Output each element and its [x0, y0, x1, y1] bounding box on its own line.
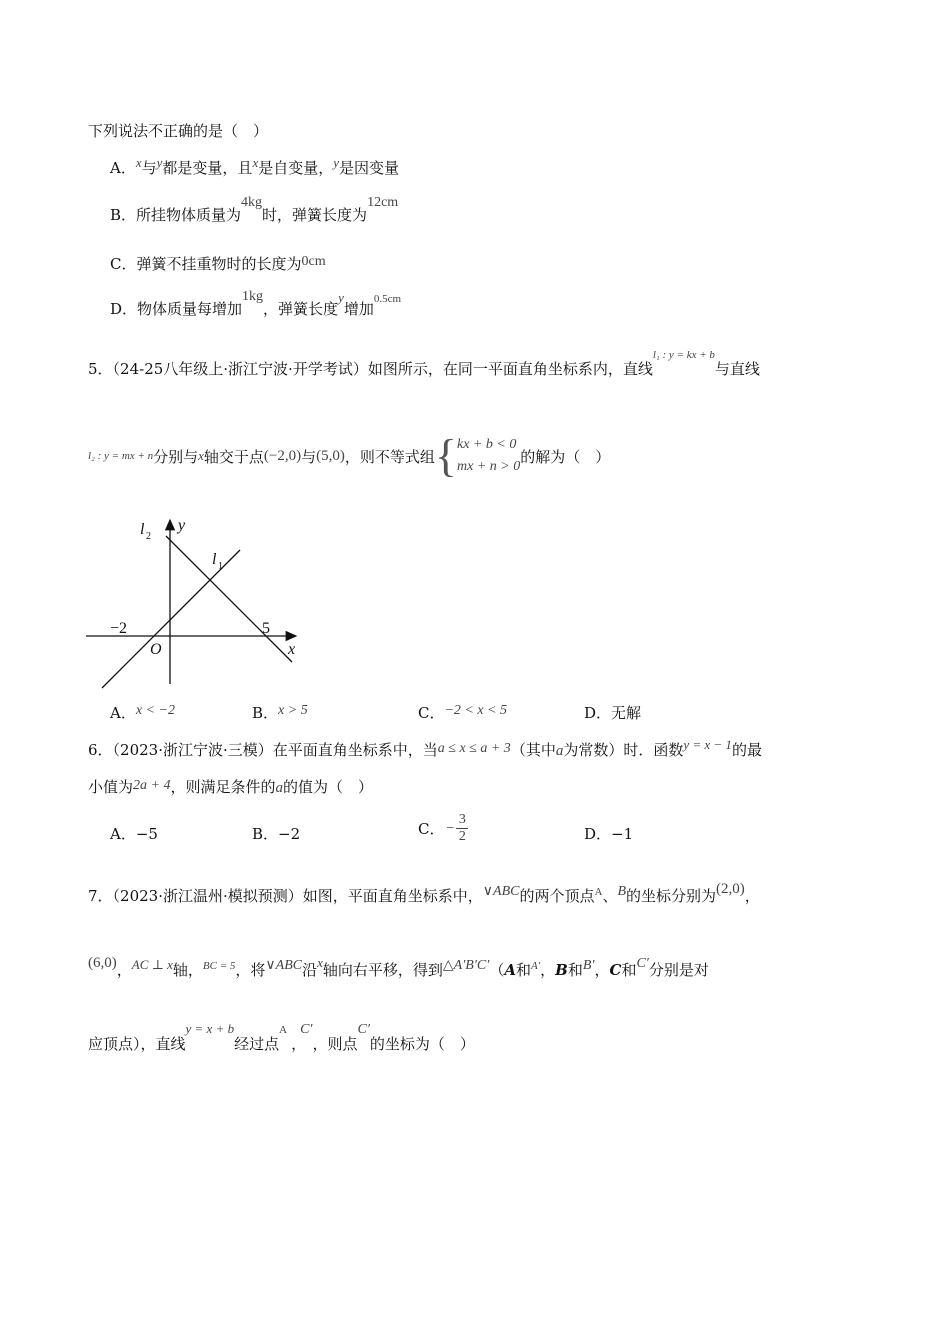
math-point-b: B	[617, 884, 627, 899]
text: 增加	[343, 300, 374, 318]
math-line-equation: y = x + b	[185, 1021, 235, 1036]
text: 的坐标为（ ）	[369, 1035, 475, 1053]
line-l2	[166, 536, 292, 662]
option-a-value: x < −2	[135, 703, 175, 718]
text: 的两个顶点	[519, 887, 595, 905]
tick-label-neg2: −2	[110, 620, 128, 637]
text: 是自变量，	[258, 159, 334, 177]
text: 分别与	[153, 447, 199, 466]
text: 为常数）时．函数	[563, 741, 684, 759]
option-label: C．	[110, 255, 137, 273]
math-l1-equation: l₁ : y = kx + b	[652, 349, 715, 361]
option-label: B．	[252, 825, 279, 843]
text: 和	[567, 961, 583, 979]
math-coord-a: (2,0)	[716, 881, 745, 897]
text: （其中	[510, 741, 556, 759]
left-brace: {	[434, 430, 457, 481]
fraction-sign: −	[446, 820, 455, 836]
text: ，将	[235, 961, 266, 979]
text: 轴，	[172, 961, 203, 979]
math-bc-length: BC = 5	[202, 960, 236, 972]
option-label: A．	[110, 825, 136, 843]
question-source: （24-25八年级上·浙江宁波·开学考试）	[112, 360, 368, 378]
math-y: y	[338, 290, 344, 305]
math-triangle: ∨ABC	[482, 884, 520, 899]
inequality-lines	[457, 437, 520, 475]
math-y: y	[333, 155, 340, 170]
option-label: C．	[418, 820, 445, 838]
math-point-1: (−2,0)	[263, 447, 302, 464]
q6-option-d	[584, 823, 633, 844]
option-label: C．	[418, 704, 445, 722]
math-function: y = x − 1	[683, 737, 732, 752]
question-number: 5．	[88, 360, 113, 378]
fraction-denominator: 2	[458, 829, 466, 844]
text: 和	[621, 961, 637, 979]
q5-graph	[82, 512, 312, 692]
text: 小值为	[88, 778, 134, 796]
option-a-value: −5	[135, 825, 158, 843]
text: 的值为（ ）	[282, 778, 373, 796]
x-axis-label: x	[288, 641, 296, 658]
option-label: D．	[584, 704, 612, 722]
math-point-a: A	[279, 1024, 288, 1036]
q5-option-c	[418, 702, 507, 723]
math-a: a	[555, 743, 564, 759]
math-x: x	[252, 155, 259, 170]
q7-line3	[88, 1021, 475, 1054]
l1-subscript: 1	[218, 561, 223, 572]
math-point-c-prime: C′	[300, 1022, 313, 1037]
inequality-system	[434, 430, 521, 481]
text: 时，弹簧长度为	[262, 206, 368, 224]
inequality-2: mx + n > 0	[457, 459, 521, 474]
question-number: 7．	[88, 887, 113, 905]
q6-option-a	[110, 823, 158, 844]
math-length: 0cm	[301, 254, 326, 269]
l2-label: l	[140, 521, 145, 538]
text: 如图，平面直角坐标系中，	[302, 887, 483, 905]
option-label: D．	[584, 825, 612, 843]
math-x: x	[198, 448, 204, 463]
q5-line2	[88, 428, 610, 484]
text: （	[489, 961, 505, 979]
math-mass: 4kg	[241, 195, 263, 210]
origin-label: O	[150, 641, 162, 658]
inequality-1: kx + b < 0	[457, 437, 517, 452]
question-number: 6．	[88, 741, 113, 759]
q7-line2	[88, 955, 709, 980]
math-length: 12cm	[367, 195, 399, 210]
math-length: 0.5cm	[373, 293, 402, 305]
text: ，	[540, 961, 556, 979]
option-c-value: −2 < x < 5	[444, 703, 508, 718]
text: ，则点	[312, 1035, 358, 1053]
l1-label: l	[212, 551, 217, 568]
text: ，	[594, 961, 610, 979]
vertex-a: A	[504, 961, 516, 979]
q5-option-d	[584, 702, 641, 723]
math-a: a	[275, 780, 283, 796]
q4-stem: 下列说法不正确的是（ ）	[88, 122, 269, 140]
math-point-c-prime: C′	[357, 1022, 370, 1037]
tick-label-5: 5	[262, 620, 270, 637]
text: 物体质量每增加	[137, 300, 243, 318]
math-point-a: A	[594, 886, 603, 898]
text: ，弹簧长度	[263, 300, 339, 318]
q6-option-b	[252, 823, 300, 844]
fraction-numerator: 3	[458, 812, 466, 827]
text: 分别是对	[648, 961, 709, 979]
text: 应顶点），直线	[88, 1035, 186, 1053]
math-x: x	[135, 155, 142, 170]
vertex-b-prime: B′	[582, 958, 595, 973]
y-axis-label: y	[178, 517, 186, 534]
q4-option-c	[110, 253, 326, 274]
q5-option-b	[252, 702, 308, 723]
text: 所挂物体质量为	[136, 206, 242, 224]
vertex-b: B	[555, 961, 568, 979]
text: 都是变量，且	[162, 159, 253, 177]
question-source: （2023·浙江宁波·三模）	[112, 741, 273, 759]
math-y: y	[156, 155, 163, 170]
text: ，	[291, 1035, 307, 1053]
text: 在平面直角坐标系中，当	[272, 741, 438, 759]
option-label: B．	[252, 704, 279, 722]
option-label: B．	[110, 206, 137, 224]
math-perpendicular: AC ⊥ x	[131, 957, 173, 972]
math-triangle-prime: △A′B′C′	[442, 958, 490, 973]
q4-option-d	[110, 289, 402, 319]
text: 沿	[302, 961, 318, 979]
text: 和	[515, 961, 531, 979]
text: 的解为（ ）	[520, 447, 611, 466]
math-condition: a ≤ x ≤ a + 3	[437, 741, 511, 756]
option-label: A．	[110, 704, 136, 722]
text: 与	[301, 447, 317, 466]
vertex-c: C	[609, 961, 622, 979]
math-min-value: 2a + 4	[133, 778, 171, 793]
q7-line1	[88, 881, 760, 906]
text: 轴交于点	[203, 447, 264, 466]
text: 与	[141, 159, 157, 177]
text: 弹簧不挂重物时的长度为	[136, 255, 302, 273]
text: ，	[744, 887, 760, 905]
text: 的最	[731, 741, 762, 759]
vertex-c-prime: C′	[636, 956, 649, 971]
text: 与直线	[714, 360, 760, 378]
fraction	[456, 812, 468, 845]
q6-line2	[88, 776, 373, 797]
text: 的坐标分别为	[626, 887, 717, 905]
option-d-value: −1	[611, 825, 634, 843]
math-l2-equation: l₂ : y = mx + n	[88, 450, 154, 462]
vertex-a-prime: A′	[530, 960, 541, 972]
text: ，	[116, 961, 132, 979]
text: ，则不等式组	[344, 447, 435, 466]
text: 、	[602, 887, 618, 905]
math-x: x	[317, 955, 323, 970]
text: ，则满足条件的	[170, 778, 276, 796]
math-point-2: (5,0)	[316, 447, 345, 464]
math-mass: 1kg	[242, 289, 264, 304]
q4-option-a	[110, 157, 399, 178]
text: 经过点	[234, 1035, 280, 1053]
math-coord-b: (6,0)	[88, 955, 117, 971]
q6-option-c	[418, 812, 468, 845]
text: 轴向右平移，得到	[322, 961, 443, 979]
option-b-value: −2	[278, 825, 301, 843]
q6-line1	[88, 739, 762, 760]
q4-option-b	[110, 195, 399, 225]
q5-line1	[88, 349, 760, 379]
l2-subscript: 2	[146, 531, 151, 542]
math-triangle: ∨ABC	[265, 958, 303, 973]
text: 如图所示，在同一平面直角坐标系内，直线	[367, 360, 653, 378]
option-b-value: x > 5	[278, 703, 308, 718]
option-label: A．	[110, 159, 136, 177]
option-label: D．	[110, 300, 138, 318]
text: 是因变量	[339, 159, 400, 177]
q5-option-a	[110, 702, 175, 723]
question-source: （2023·浙江温州·模拟预测）	[112, 887, 303, 905]
option-d-value: 无解	[611, 704, 642, 722]
